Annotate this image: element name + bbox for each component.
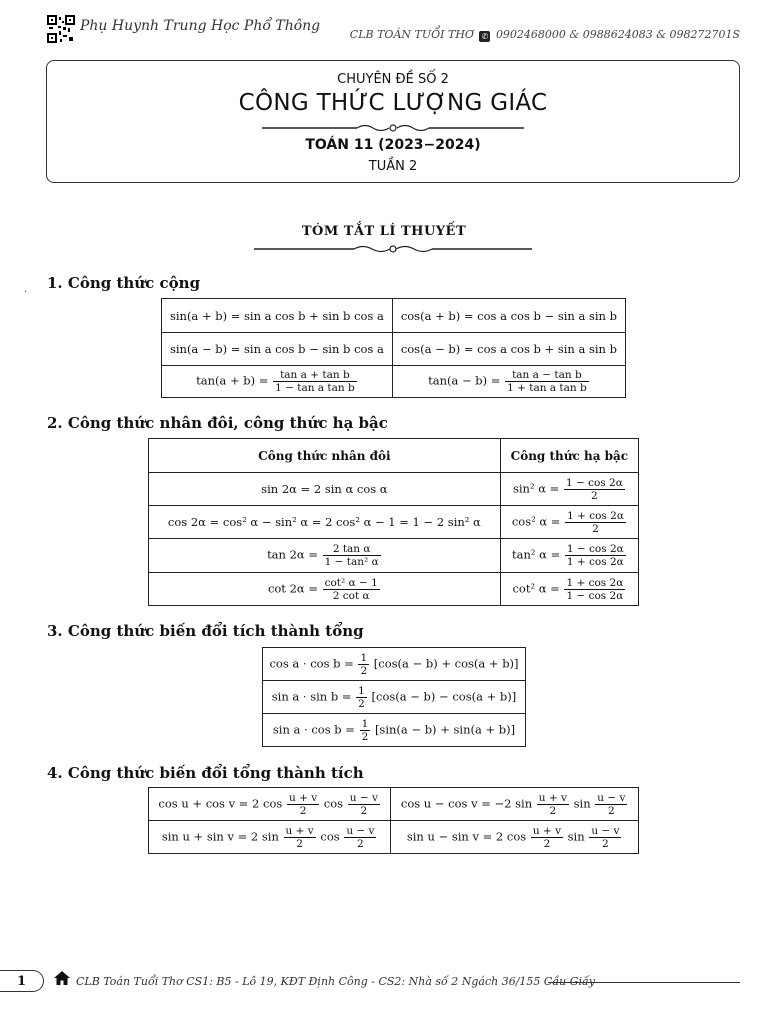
denominator: 2 [549,804,557,817]
column-header: Công thức nhân đôi [149,439,501,473]
denominator: 2 [592,522,599,535]
fraction [589,825,621,850]
denominator: 2 [358,697,365,710]
course-label: TOÁN 11 (2023−2024) [305,137,481,153]
club-name: CLB TOÁN TUỔI THƠ [349,28,474,41]
summary-heading: TÓM TẮT LÍ THUYẾT [301,224,467,239]
fraction [505,369,589,394]
footer-divider [548,982,740,983]
formula-lhs: cos a · cos b = [269,656,354,670]
formula-lhs: tan² α = [512,547,561,562]
title-box [46,60,740,183]
week-label: TUẦN 2 [368,159,418,174]
formula-cell [149,821,391,854]
page-number: 1 [0,970,44,992]
denominator: 2 [591,489,598,502]
numerator: u − v [591,824,620,837]
denominator: 1 − tan a tan b [275,382,355,394]
formula-cell [391,821,639,854]
page-title: CÔNG THỨC LƯỢNG GIÁC [238,90,548,116]
formula-cell [149,573,501,606]
formula-cell [263,648,526,681]
numerator: 1 [360,651,368,664]
formula-cell [149,788,391,821]
formula-cell: cos(a − b) = cos a cos b + sin a sin b [392,333,625,366]
fraction [358,652,369,677]
fraction [273,369,357,394]
column-header: Công thức hạ bậc [500,439,638,473]
denominator: 2 [296,837,303,850]
summary-ornament [254,244,532,254]
formula-lhs: tan 2α = [267,547,318,562]
product-to-sum-table [262,647,526,747]
fraction [287,792,319,817]
formula-mid: cos [320,829,340,843]
fraction [565,510,626,535]
formula-cell [500,473,638,506]
numerator: 1 [358,684,365,697]
formula-lhs: sin a · cos b = [272,722,355,736]
denominator: 2 [299,804,307,817]
qr-code-icon [47,15,75,43]
formula-cell [391,788,639,821]
fraction [360,718,371,743]
footer-address: CLB Toán Tuổi Thơ CS1: B5 - Lô 19, KĐT Định Công - CS2: Nhà số 2 Ngách 36/155 Cầu Giấy [76,975,595,988]
formula-mid: cos [323,796,344,810]
numerator: u + v [532,824,561,837]
formula-cell: sin 2α = 2 sin α cos α [149,473,501,506]
denominator: 2 [543,837,551,850]
numerator: cot² α − 1 [324,576,378,589]
club-contact [350,28,740,42]
numerator: u + v [288,791,318,804]
formula-rhs: [sin(a − b) + sin(a + b)] [374,722,516,736]
numerator: u − v [346,824,375,837]
denominator: 2 [602,837,609,850]
formula-lhs: cot² α = [512,581,560,595]
denominator: 2 [608,804,615,817]
numerator: tan a − tan b [505,369,589,382]
denominator: 2 [360,664,368,677]
section-2-title: 2. Công thức nhân đôi, công thức hạ bậc [47,414,388,432]
formula-cell: cos(a + b) = cos a cos b − sin a sin b [392,299,625,333]
topic-label: CHUYÊN ĐỀ SỐ 2 [337,72,449,87]
formula-lhs: cos² α = [511,514,561,528]
denominator: 1 + tan a tan b [507,382,587,394]
formula-lhs: sin a · sin b = [271,689,352,703]
numerator: u + v [538,791,567,804]
double-angle-table [148,438,639,606]
formula-lhs: cos u + cos v = 2 cos [158,796,283,810]
denominator: 1 − cos 2α [566,589,624,602]
fraction [323,577,380,602]
section-4-title: 4. Công thức biến đổi tổng thành tích [47,764,364,782]
fraction [284,825,316,850]
fraction [564,577,625,602]
formula-rhs: [cos(a − b) + cos(a + b)] [373,656,519,670]
formula-cell [162,366,393,398]
section-3-title: 3. Công thức biến đổi tích thành tổng [47,622,364,640]
formula-cell [149,539,501,573]
denominator: 1 − tan² α [324,556,379,568]
ornament-divider [262,123,524,133]
numerator: 1 + cos 2α [567,509,624,522]
fraction [348,792,380,817]
numerator: u − v [349,791,378,804]
fraction [531,825,563,850]
fraction [537,792,569,817]
formula-cell [263,714,526,747]
formula-lhs: cot 2α = [267,581,318,595]
formula-mid: sin [567,829,585,843]
fraction [595,792,627,817]
club-phones: 0902468000 & 0988624083 & 098272701S [495,28,740,41]
numerator: 1 − cos 2α [565,476,623,489]
formula-lhs: tan(a + b) = [196,373,269,388]
formula-cell: cos 2α = cos² α − sin² α = 2 cos² α − 1 = 1 − 2 sin² α [149,506,501,539]
formula-lhs: tan(a − b) = [428,373,501,388]
denominator: 2 [360,804,368,817]
formula-cell: sin(a + b) = sin a cos b + sin b cos a [162,299,393,333]
sum-to-product-table [148,787,639,854]
fraction [565,543,626,568]
addition-formula-table [161,298,626,398]
section-1-title: 1. Công thức cộng [47,274,201,292]
fraction [356,685,367,710]
numerator: 1 + cos 2α [566,576,624,589]
numerator: 2 tan α [323,543,381,556]
formula-lhs: sin u + sin v = 2 sin [161,829,279,843]
formula-lhs: sin² α = [512,481,560,495]
formula-cell [500,506,638,539]
denominator: 2 [357,837,364,850]
numerator: u + v [285,824,314,837]
formula-cell: sin(a − b) = sin a cos b − sin b cos a [162,333,393,366]
denominator: 2 [361,730,369,743]
numerator: 1 − cos 2α [566,543,624,555]
formula-cell [500,573,638,606]
site-name: Phụ Huynh Trung Học Phổ Thông [80,18,321,34]
numerator: 1 [361,717,369,730]
numerator: tan a + tan b [273,369,357,382]
stray-mark: . [24,284,28,295]
formula-cell [392,366,625,398]
phone-icon: ✆ [479,31,490,42]
fraction [564,477,625,502]
formula-lhs: cos u − cos v = −2 sin [400,796,533,810]
fraction [323,543,381,568]
denominator: 1 + cos 2α [566,556,624,568]
home-icon [54,971,70,985]
fraction [344,825,376,850]
formula-cell [263,681,526,714]
formula-lhs: sin u − sin v = 2 cos [406,829,527,843]
formula-rhs: [cos(a − b) − cos(a + b)] [371,689,517,703]
numerator: u − v [597,791,626,804]
formula-mid: sin [573,796,591,810]
denominator: 2 cot α [332,589,370,602]
formula-cell [500,539,638,573]
